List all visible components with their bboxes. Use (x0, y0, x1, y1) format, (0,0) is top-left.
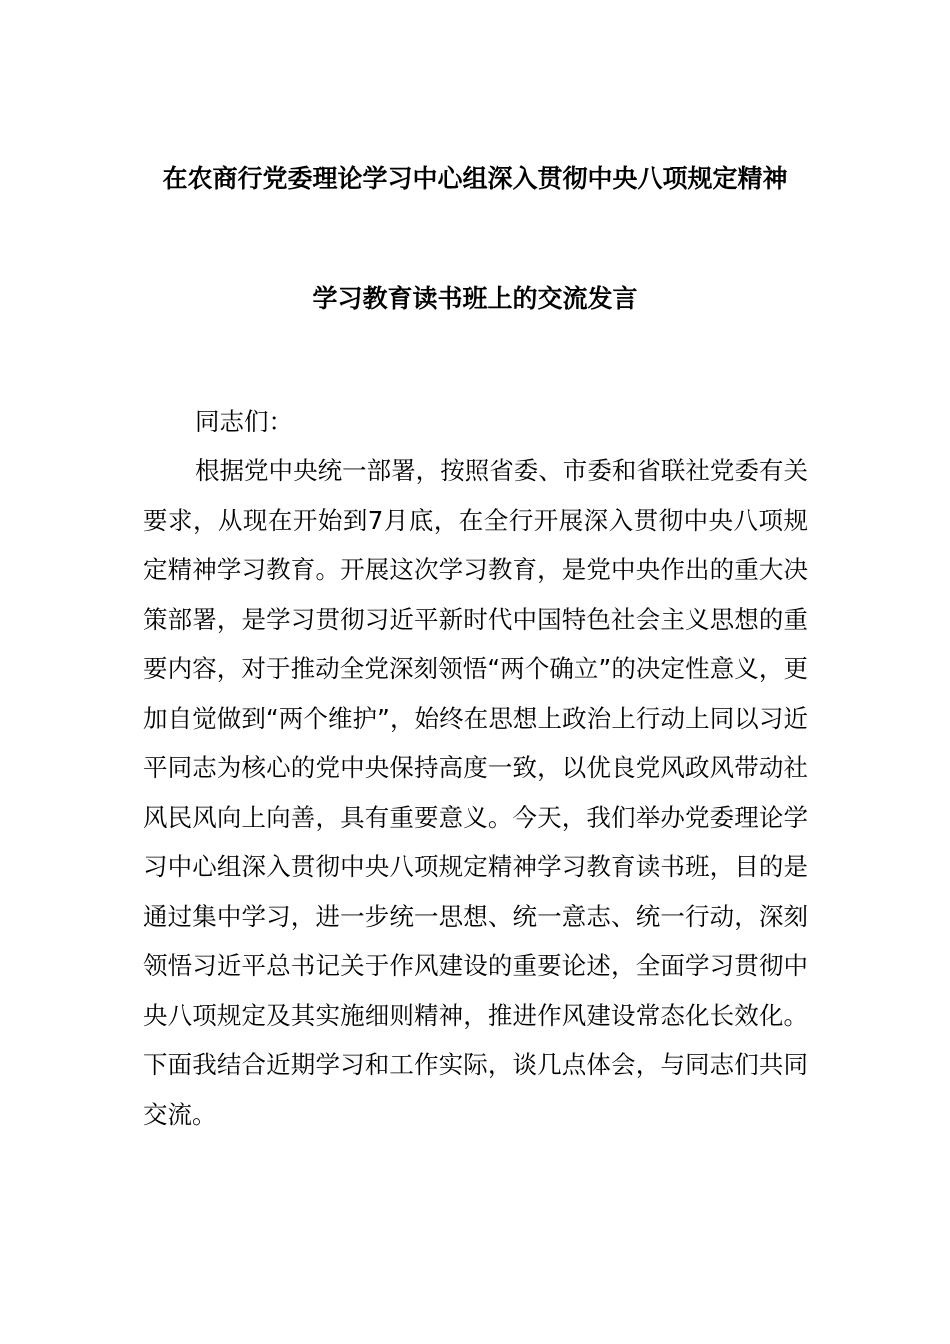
salutation: 同志们： (195, 407, 293, 436)
body-paragraph: 根据党中央统一部署，按照省委、市委和省联社党委有关要求，从现在开始到7月底，在全行开展深入贯彻中央八项规定精神学习教育。开展这次学习教育，是党中央作出的重大决策部署，是学习贯彻习近平新时代中国特色社会主义思想的重要内容，对于推动全党深刻领悟“两个确立”的决定性意义，更加自觉做到“两个维护”，始终在思想上政治上行动上同以习近平同志为核心的党中央保持高度一致，以优良党风政风带动社风民风向上向善，具有重要意义。今天，我们举办党委理论学习中心组深入贯彻中央八项规定精神学习教育读书班，目的是通过集中学习，进一步统一思想、统一意志、统一行动，深刻领悟习近平总书记关于作风建设的重要论述，全面学习贯彻中央八项规定及其实施细则精神，推进作风建设常态化长效化。下面我结合近期学习和工作实际，谈几点体会，与同志们共同交流。 (143, 456, 808, 1129)
document-title-line-2: 学习教育读书班上的交流发言 (312, 284, 638, 313)
document-title-line-1: 在农商行党委理论学习中心组深入贯彻中央八项规定精神 (162, 164, 788, 193)
